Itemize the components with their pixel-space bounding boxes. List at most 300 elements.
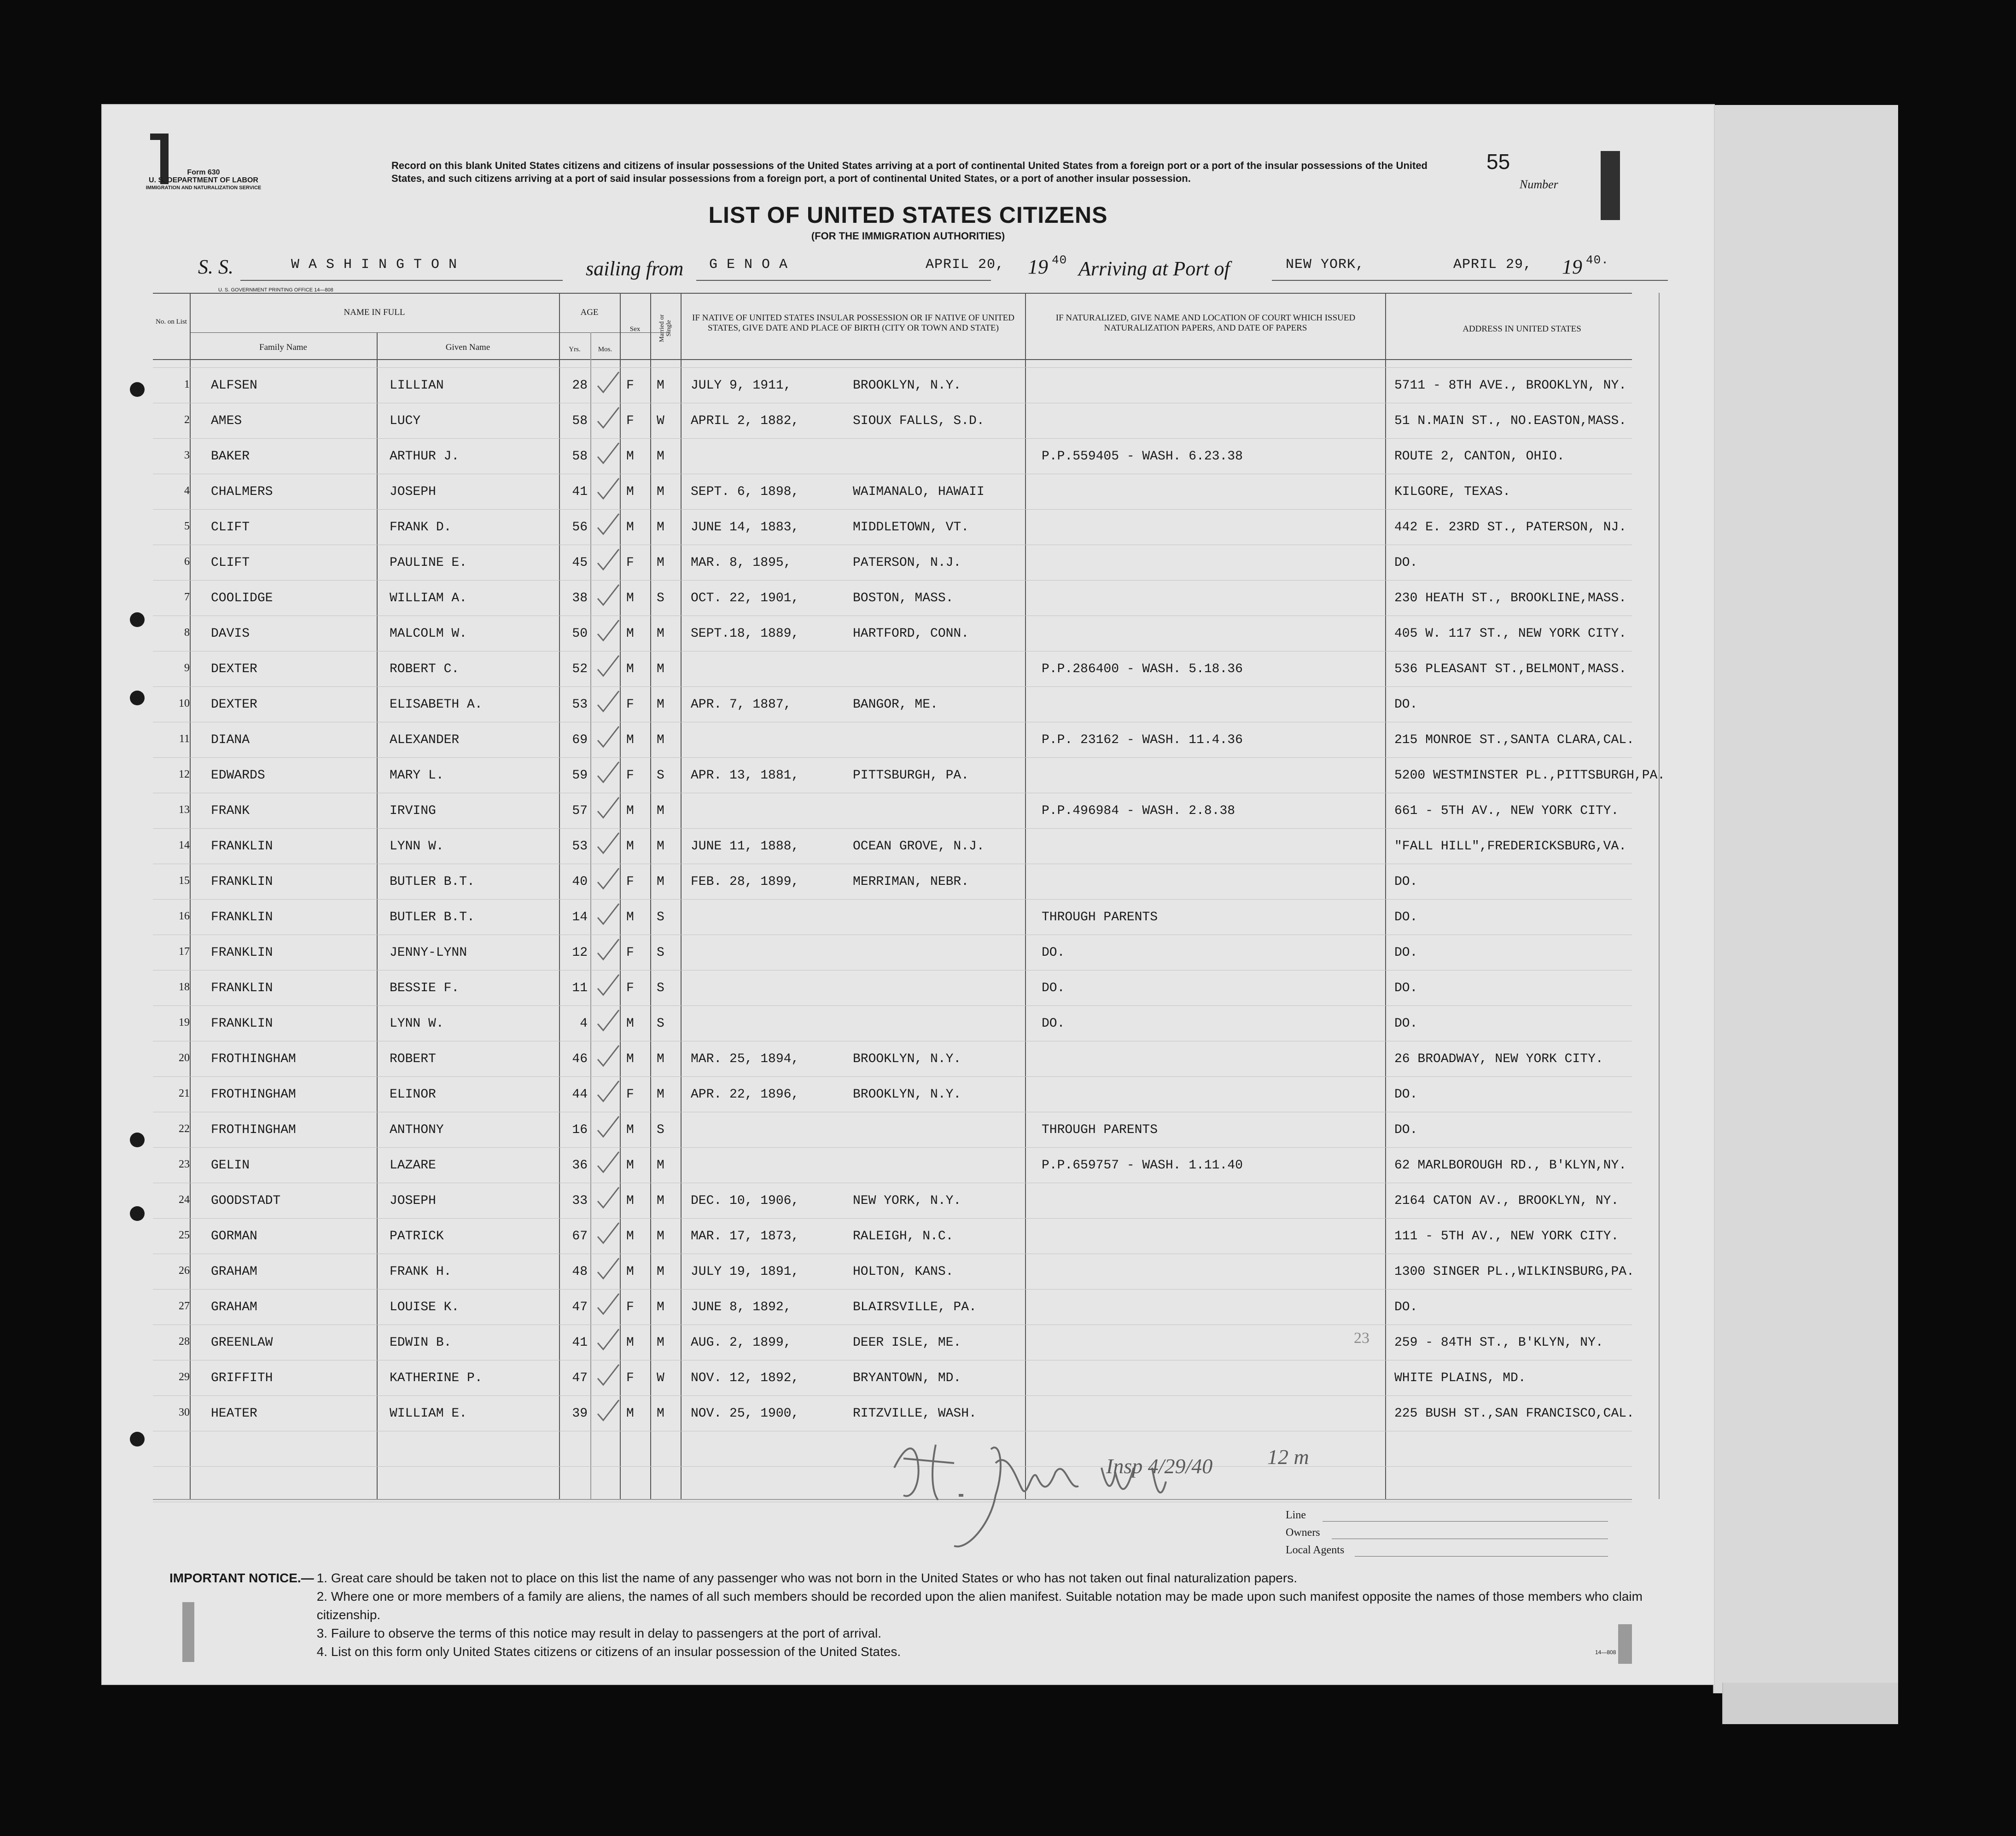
marital-status: M: [657, 733, 664, 747]
check-mark-icon: [595, 1150, 623, 1178]
col-header-name: NAME IN FULL: [344, 308, 405, 317]
us-address: 230 HEATH ST., BROOKLINE,MASS.: [1394, 591, 1627, 605]
naturalization-papers: P.P.559405 - WASH. 6.23.38: [1042, 449, 1243, 464]
sex: M: [626, 1158, 634, 1173]
given-name: ALEXANDER: [390, 733, 460, 747]
col-header-age: AGE: [580, 308, 599, 317]
family-name: GRIFFITH: [211, 1371, 273, 1385]
notice-item: 4. List on this form only United States citizens or citizens of an insular possession of the United States.: [316, 1644, 901, 1659]
form-number: Form 630: [187, 168, 220, 176]
age-years: 33: [572, 1194, 588, 1208]
page-stack-edge: [1722, 1683, 1898, 1724]
signature-name: [899, 1452, 999, 1477]
row-number: 25: [179, 1229, 190, 1241]
ss-label: S. S.: [198, 256, 233, 278]
naturalization-papers: P.P.659757 - WASH. 1.11.40: [1042, 1158, 1243, 1173]
birth-place: BLAIRSVILLE, PA.: [853, 1300, 977, 1314]
given-name: WILLIAM A.: [390, 591, 467, 605]
row-rule: [153, 899, 1632, 900]
naturalization-papers: DO.: [1042, 1017, 1065, 1031]
given-name: EDWIN B.: [390, 1336, 452, 1350]
column-divider: [590, 332, 591, 1499]
row-rule: [153, 1395, 1632, 1396]
punch-hole: [130, 1133, 145, 1147]
marital-status: M: [657, 556, 664, 570]
check-mark-icon: [595, 796, 623, 823]
us-address: WHITE PLAINS, MD.: [1394, 1371, 1526, 1385]
check-mark-icon: [595, 973, 623, 1000]
port-from: G E N O A: [709, 257, 788, 273]
us-address: 259 - 84TH ST., B'KLYN, NY.: [1394, 1336, 1603, 1350]
check-mark-icon: [595, 618, 623, 646]
birth-place: NEW YORK, N.Y.: [853, 1194, 961, 1208]
sex: M: [626, 591, 634, 605]
age-years: 46: [572, 1052, 588, 1066]
birth-date: MAR. 17, 1873,: [691, 1229, 799, 1243]
row-rule: [153, 828, 1632, 829]
check-mark-icon: [595, 1292, 623, 1319]
col-header-family: Family Name: [259, 343, 307, 352]
instructions-text: Record on this blank United States citizens and citizens of insular possessions of the United States arriving at a port of continental United States from a foreign port or a port of the insular possessions of the United States, and such citizens arriving at a port of said insular possessions from a foreign port, a port of continental United States, or a port of another insular possession.: [391, 160, 1428, 184]
age-years: 40: [572, 875, 588, 889]
row-number: 8: [184, 627, 190, 639]
family-name: FRANKLIN: [211, 839, 273, 854]
marital-status: M: [657, 1406, 664, 1421]
col-header-no: No. on List: [156, 318, 187, 325]
check-mark-icon: [595, 1256, 623, 1284]
age-years: 47: [572, 1371, 588, 1385]
family-name: FRANKLIN: [211, 946, 273, 960]
year-prefix-from: 19: [1028, 256, 1048, 278]
year-prefix-to: 19: [1562, 256, 1582, 278]
marital-status: M: [657, 449, 664, 464]
check-mark-icon: [595, 476, 623, 504]
manifest-page: [102, 105, 1714, 1684]
family-name: CLIFT: [211, 520, 250, 535]
family-name: COOLIDGE: [211, 591, 273, 605]
page-stack-edge: [1713, 105, 1898, 1693]
age-years: 56: [572, 520, 588, 535]
age-years: 45: [572, 556, 588, 570]
sex: F: [626, 768, 634, 783]
sex: M: [626, 520, 634, 535]
family-name: GOODSTADT: [211, 1194, 281, 1208]
row-number: 30: [179, 1406, 190, 1418]
age-years: 53: [572, 697, 588, 712]
birth-place: WAIMANALO, HAWAII: [853, 485, 985, 499]
marital-status: S: [657, 591, 664, 605]
date-to: APRIL 29,: [1453, 257, 1532, 273]
marital-status: S: [657, 946, 664, 960]
column-divider: [377, 332, 378, 1499]
given-name: LOUISE K.: [390, 1300, 460, 1314]
col-header-married: Married or Single: [658, 314, 672, 343]
tab-mark: [150, 134, 169, 140]
signature-note: Insp 4/29/40: [1106, 1454, 1213, 1478]
sex: F: [626, 414, 634, 428]
check-mark-icon: [595, 1327, 623, 1355]
birth-place: SIOUX FALLS, S.D.: [853, 414, 985, 428]
underline: [240, 280, 563, 281]
check-mark-icon: [595, 1115, 623, 1142]
marital-status: M: [657, 1229, 664, 1243]
us-address: 5711 - 8TH AVE., BROOKLYN, NY.: [1394, 378, 1627, 393]
family-name: DEXTER: [211, 697, 257, 712]
col-header-given: Given Name: [445, 343, 490, 352]
given-name: BUTLER B.T.: [390, 875, 475, 889]
check-mark-icon: [595, 725, 623, 752]
date-from: APRIL 20,: [926, 257, 1005, 273]
family-name: DEXTER: [211, 662, 257, 676]
row-number: 9: [184, 662, 190, 674]
form-service: IMMIGRATION AND NATURALIZATION SERVICE: [146, 185, 262, 191]
check-mark-icon: [595, 902, 623, 930]
given-name: JENNY-LYNN: [390, 946, 467, 960]
given-name: ELISABETH A.: [390, 697, 483, 712]
important-notice: [169, 1569, 1643, 1661]
sex: M: [626, 804, 634, 818]
age-years: 16: [572, 1123, 588, 1137]
header-bottom-border: [153, 359, 1632, 360]
check-mark-icon: [595, 1044, 623, 1071]
table-top-border: [153, 293, 1632, 294]
sex: M: [626, 1123, 634, 1137]
sex: M: [626, 1194, 634, 1208]
row-rule: [153, 1218, 1632, 1219]
birth-place: BOSTON, MASS.: [853, 591, 954, 605]
form-department: U. S. DEPARTMENT OF LABOR: [149, 176, 258, 184]
age-years: 53: [572, 839, 588, 854]
age-years: 69: [572, 733, 588, 747]
check-mark-icon: [595, 866, 623, 894]
row-number: 19: [179, 1017, 190, 1028]
sex: F: [626, 556, 634, 570]
us-address: 51 N.MAIN ST., NO.EASTON,MASS.: [1394, 414, 1627, 428]
marital-status: M: [657, 1052, 664, 1066]
us-address: DO.: [1394, 1123, 1418, 1137]
punch-hole: [130, 1432, 145, 1447]
birth-place: PITTSBURGH, PA.: [853, 768, 969, 783]
sex: M: [626, 733, 634, 747]
sex: F: [626, 697, 634, 712]
birth-date: MAR. 8, 1895,: [691, 556, 792, 570]
marital-status: M: [657, 1158, 664, 1173]
birth-place: BROOKLYN, N.Y.: [853, 1087, 961, 1102]
age-years: 59: [572, 768, 588, 783]
sex: M: [626, 1265, 634, 1279]
age-years: 36: [572, 1158, 588, 1173]
col-header-native: IF NATIVE OF UNITED STATES INSULAR POSSESSION OR IF NATIVE OF UNITED STATES, GIVE DATE AND PLACE OF BIRTH (CITY OR TOWN AND STATE): [692, 313, 1014, 333]
marital-status: M: [657, 662, 664, 676]
given-name: WILLIAM E.: [390, 1406, 467, 1421]
given-name: PATRICK: [390, 1229, 444, 1243]
tab-mark: [182, 1602, 194, 1662]
year-from: 40: [1052, 253, 1067, 267]
row-rule: [153, 1076, 1632, 1077]
sex: M: [626, 449, 634, 464]
marital-status: M: [657, 520, 664, 535]
us-address: 1300 SINGER PL.,WILKINSBURG,PA.: [1394, 1265, 1634, 1279]
age-years: 50: [572, 627, 588, 641]
check-mark-icon: [595, 1221, 623, 1249]
check-mark-icon: [595, 547, 623, 575]
age-years: 47: [572, 1300, 588, 1314]
row-number: 2: [184, 414, 190, 426]
given-name: ARTHUR J.: [390, 449, 460, 464]
birth-date: MAR. 25, 1894,: [691, 1052, 799, 1066]
age-years: 57: [572, 804, 588, 818]
age-years: 12: [572, 946, 588, 960]
marital-status: M: [657, 1300, 664, 1314]
given-name: FRANK D.: [390, 520, 452, 535]
us-address: DO.: [1394, 1017, 1418, 1031]
margin-mark: 23: [1354, 1330, 1369, 1347]
us-address: DO.: [1394, 910, 1418, 924]
given-name: LILLIAN: [390, 378, 444, 393]
check-mark-icon: [595, 760, 623, 788]
form-identification: [144, 168, 263, 192]
page-title: LIST OF UNITED STATES CITIZENS: [708, 202, 1108, 228]
check-mark-icon: [595, 1008, 623, 1036]
family-name: FRANK: [211, 804, 250, 818]
family-name: AMES: [211, 414, 242, 428]
sex: F: [626, 875, 634, 889]
row-number: 17: [179, 946, 190, 958]
us-address: 5200 WESTMINSTER PL.,PITTSBURGH,PA.: [1394, 768, 1666, 783]
sex: M: [626, 627, 634, 641]
given-name: BUTLER B.T.: [390, 910, 475, 924]
given-name: LYNN W.: [390, 839, 444, 854]
marital-status: M: [657, 839, 664, 854]
footer-field-line: [1286, 1509, 1654, 1522]
marital-status: M: [657, 875, 664, 889]
marital-status: S: [657, 768, 664, 783]
family-name: CHALMERS: [211, 485, 273, 499]
sex: M: [626, 485, 634, 499]
marital-status: M: [657, 1265, 664, 1279]
birth-place: DEER ISLE, ME.: [853, 1336, 961, 1350]
given-name: FRANK H.: [390, 1265, 452, 1279]
underline: [696, 280, 991, 281]
footer-field-owners: [1286, 1527, 1654, 1539]
printing-office-note: U. S. GOVERNMENT PRINTING OFFICE 14—808: [218, 287, 333, 293]
given-name: LAZARE: [390, 1158, 436, 1173]
birth-place: OCEAN GROVE, N.J.: [853, 839, 985, 854]
arriving-label: Arriving at Port of: [1078, 257, 1230, 280]
sex: M: [626, 1336, 634, 1350]
sailing-label: sailing from: [586, 257, 684, 280]
row-number: 27: [179, 1300, 190, 1312]
given-name: BESSIE F.: [390, 981, 460, 995]
sex: M: [626, 1229, 634, 1243]
birth-date: JUNE 11, 1888,: [691, 839, 799, 854]
check-mark-icon: [595, 512, 623, 540]
marital-status: M: [657, 697, 664, 712]
print-code: 14—808: [1595, 1649, 1616, 1656]
birth-place: RITZVILLE, WASH.: [853, 1406, 977, 1421]
row-number: 28: [179, 1336, 190, 1348]
birth-date: SEPT.18, 1889,: [691, 627, 799, 641]
age-years: 38: [572, 591, 588, 605]
family-name: GRAHAM: [211, 1300, 257, 1314]
marital-status: M: [657, 1336, 664, 1350]
col-header-naturalized: IF NATURALIZED, GIVE NAME AND LOCATION OF COURT WHICH ISSUED NATURALIZATION PAPERS, AND DATE OF PAPERS: [1055, 313, 1356, 333]
given-name: IRVING: [390, 804, 436, 818]
subheader-rule: [190, 332, 670, 333]
birth-date: NOV. 25, 1900,: [691, 1406, 799, 1421]
age-years: 44: [572, 1087, 588, 1102]
family-name: GRAHAM: [211, 1265, 257, 1279]
row-rule: [153, 580, 1632, 581]
us-address: 26 BROADWAY, NEW YORK CITY.: [1394, 1052, 1603, 1066]
family-name: HEATER: [211, 1406, 257, 1421]
naturalization-papers: DO.: [1042, 981, 1065, 995]
given-name: MARY L.: [390, 768, 444, 783]
sex: M: [626, 1017, 634, 1031]
sex: F: [626, 1300, 634, 1314]
family-name: DAVIS: [211, 627, 250, 641]
marital-status: W: [657, 414, 664, 428]
notice-item: 1. Great care should be taken not to place on this list the name of any passenger who was not born in the United States or who has not taken out final naturalization papers.: [316, 1571, 1297, 1585]
footer-field-underline: [1323, 1521, 1608, 1522]
sex: M: [626, 1406, 634, 1421]
birth-date: SEPT. 6, 1898,: [691, 485, 799, 499]
birth-date: AUG. 2, 1899,: [691, 1336, 792, 1350]
family-name: FRANKLIN: [211, 1017, 273, 1031]
naturalization-papers: DO.: [1042, 946, 1065, 960]
row-number: 21: [179, 1087, 190, 1099]
us-address: 536 PLEASANT ST.,BELMONT,MASS.: [1394, 662, 1627, 676]
row-number: 12: [179, 768, 190, 780]
marital-status: W: [657, 1371, 664, 1385]
age-years: 11: [572, 981, 588, 995]
family-name: DIANA: [211, 733, 250, 747]
marital-status: S: [657, 981, 664, 995]
check-mark-icon: [595, 583, 623, 610]
us-address: DO.: [1394, 875, 1418, 889]
row-number: 7: [184, 591, 190, 603]
punch-hole: [130, 612, 145, 627]
birth-date: DEC. 10, 1906,: [691, 1194, 799, 1208]
birth-date: JULY 9, 1911,: [691, 378, 792, 393]
row-number: 5: [184, 520, 190, 532]
marital-status: S: [657, 910, 664, 924]
row-number: 3: [184, 449, 190, 461]
us-address: DO.: [1394, 556, 1418, 570]
birth-date: APR. 7, 1887,: [691, 697, 792, 712]
naturalization-papers: THROUGH PARENTS: [1042, 1123, 1158, 1137]
given-name: MALCOLM W.: [390, 627, 467, 641]
row-rule: [153, 367, 1632, 368]
row-number: 10: [179, 697, 190, 709]
us-address: 661 - 5TH AV., NEW YORK CITY.: [1394, 804, 1619, 818]
given-name: KATHERINE P.: [390, 1371, 483, 1385]
row-number: 29: [179, 1371, 190, 1383]
col-header-address: ADDRESS IN UNITED STATES: [1462, 324, 1581, 334]
naturalization-papers: P.P.286400 - WASH. 5.18.36: [1042, 662, 1243, 676]
birth-date: JUNE 8, 1892,: [691, 1300, 792, 1314]
naturalization-papers: THROUGH PARENTS: [1042, 910, 1158, 924]
row-number: 20: [179, 1052, 190, 1064]
row-number: 26: [179, 1265, 190, 1277]
row-number: 23: [179, 1158, 190, 1170]
us-address: DO.: [1394, 981, 1418, 995]
row-number: 16: [179, 910, 190, 922]
row-rule: [153, 438, 1632, 439]
naturalization-papers: P.P.496984 - WASH. 2.8.38: [1042, 804, 1235, 818]
ship-name: W A S H I N G T O N: [291, 257, 458, 273]
us-address: 405 W. 117 ST., NEW YORK CITY.: [1394, 627, 1627, 641]
age-years: 48: [572, 1265, 588, 1279]
age-years: 58: [572, 449, 588, 464]
naturalization-papers: P.P. 23162 - WASH. 11.4.36: [1042, 733, 1243, 747]
given-name: LUCY: [390, 414, 421, 428]
birth-place: BANGOR, ME.: [853, 697, 938, 712]
us-address: DO.: [1394, 1300, 1418, 1314]
sex: F: [626, 1371, 634, 1385]
check-mark-icon: [595, 654, 623, 681]
family-name: EDWARDS: [211, 768, 265, 783]
page-number: 55: [1486, 150, 1510, 174]
check-mark-icon: [595, 1079, 623, 1107]
notice-heading: IMPORTANT NOTICE.—: [169, 1571, 314, 1585]
marital-status: M: [657, 804, 664, 818]
us-address: 225 BUSH ST.,SAN FRANCISCO,CAL.: [1394, 1406, 1634, 1421]
given-name: ANTHONY: [390, 1123, 444, 1137]
port-to: NEW YORK,: [1286, 257, 1365, 273]
birth-date: FEB. 28, 1899,: [691, 875, 799, 889]
row-number: 1: [184, 378, 190, 390]
us-address: 111 - 5TH AV., NEW YORK CITY.: [1394, 1229, 1619, 1243]
column-divider: [1659, 293, 1660, 1499]
birth-date: APRIL 2, 1882,: [691, 414, 799, 428]
marital-status: S: [657, 1017, 664, 1031]
row-rule: [153, 1005, 1632, 1006]
sex: M: [626, 839, 634, 854]
marital-status: M: [657, 1194, 664, 1208]
row-number: 24: [179, 1194, 190, 1206]
col-header-sex: Sex: [629, 325, 641, 333]
check-mark-icon: [595, 1363, 623, 1390]
signature-time: 12 m: [1267, 1445, 1309, 1469]
us-address: 215 MONROE ST.,SANTA CLARA,CAL.: [1394, 733, 1634, 747]
birth-place: HARTFORD, CONN.: [853, 627, 969, 641]
row-number: 18: [179, 981, 190, 993]
age-years: 4: [580, 1017, 588, 1031]
birth-date: JUNE 14, 1883,: [691, 520, 799, 535]
page-subtitle: (FOR THE IMMIGRATION AUTHORITIES): [811, 230, 1005, 242]
row-rule: [153, 686, 1632, 687]
birth-place: MERRIMAN, NEBR.: [853, 875, 969, 889]
birth-date: NOV. 12, 1892,: [691, 1371, 799, 1385]
sex: M: [626, 662, 634, 676]
row-number: 11: [179, 733, 190, 745]
family-name: GREENLAW: [211, 1336, 273, 1350]
family-name: FRANKLIN: [211, 981, 273, 995]
punch-hole: [130, 382, 145, 397]
underline: [1272, 280, 1668, 281]
given-name: ELINOR: [390, 1087, 436, 1102]
row-rule: [153, 757, 1632, 758]
check-mark-icon: [595, 406, 623, 433]
family-name: GORMAN: [211, 1229, 257, 1243]
us-address: "FALL HILL",FREDERICKSBURG,VA.: [1394, 839, 1627, 854]
us-address: ROUTE 2, CANTON, OHIO.: [1394, 449, 1565, 464]
given-name: JOSEPH: [390, 485, 436, 499]
footer-field-label: Owners: [1286, 1527, 1320, 1539]
us-address: KILGORE, TEXAS.: [1394, 485, 1511, 499]
sex: M: [626, 910, 634, 924]
